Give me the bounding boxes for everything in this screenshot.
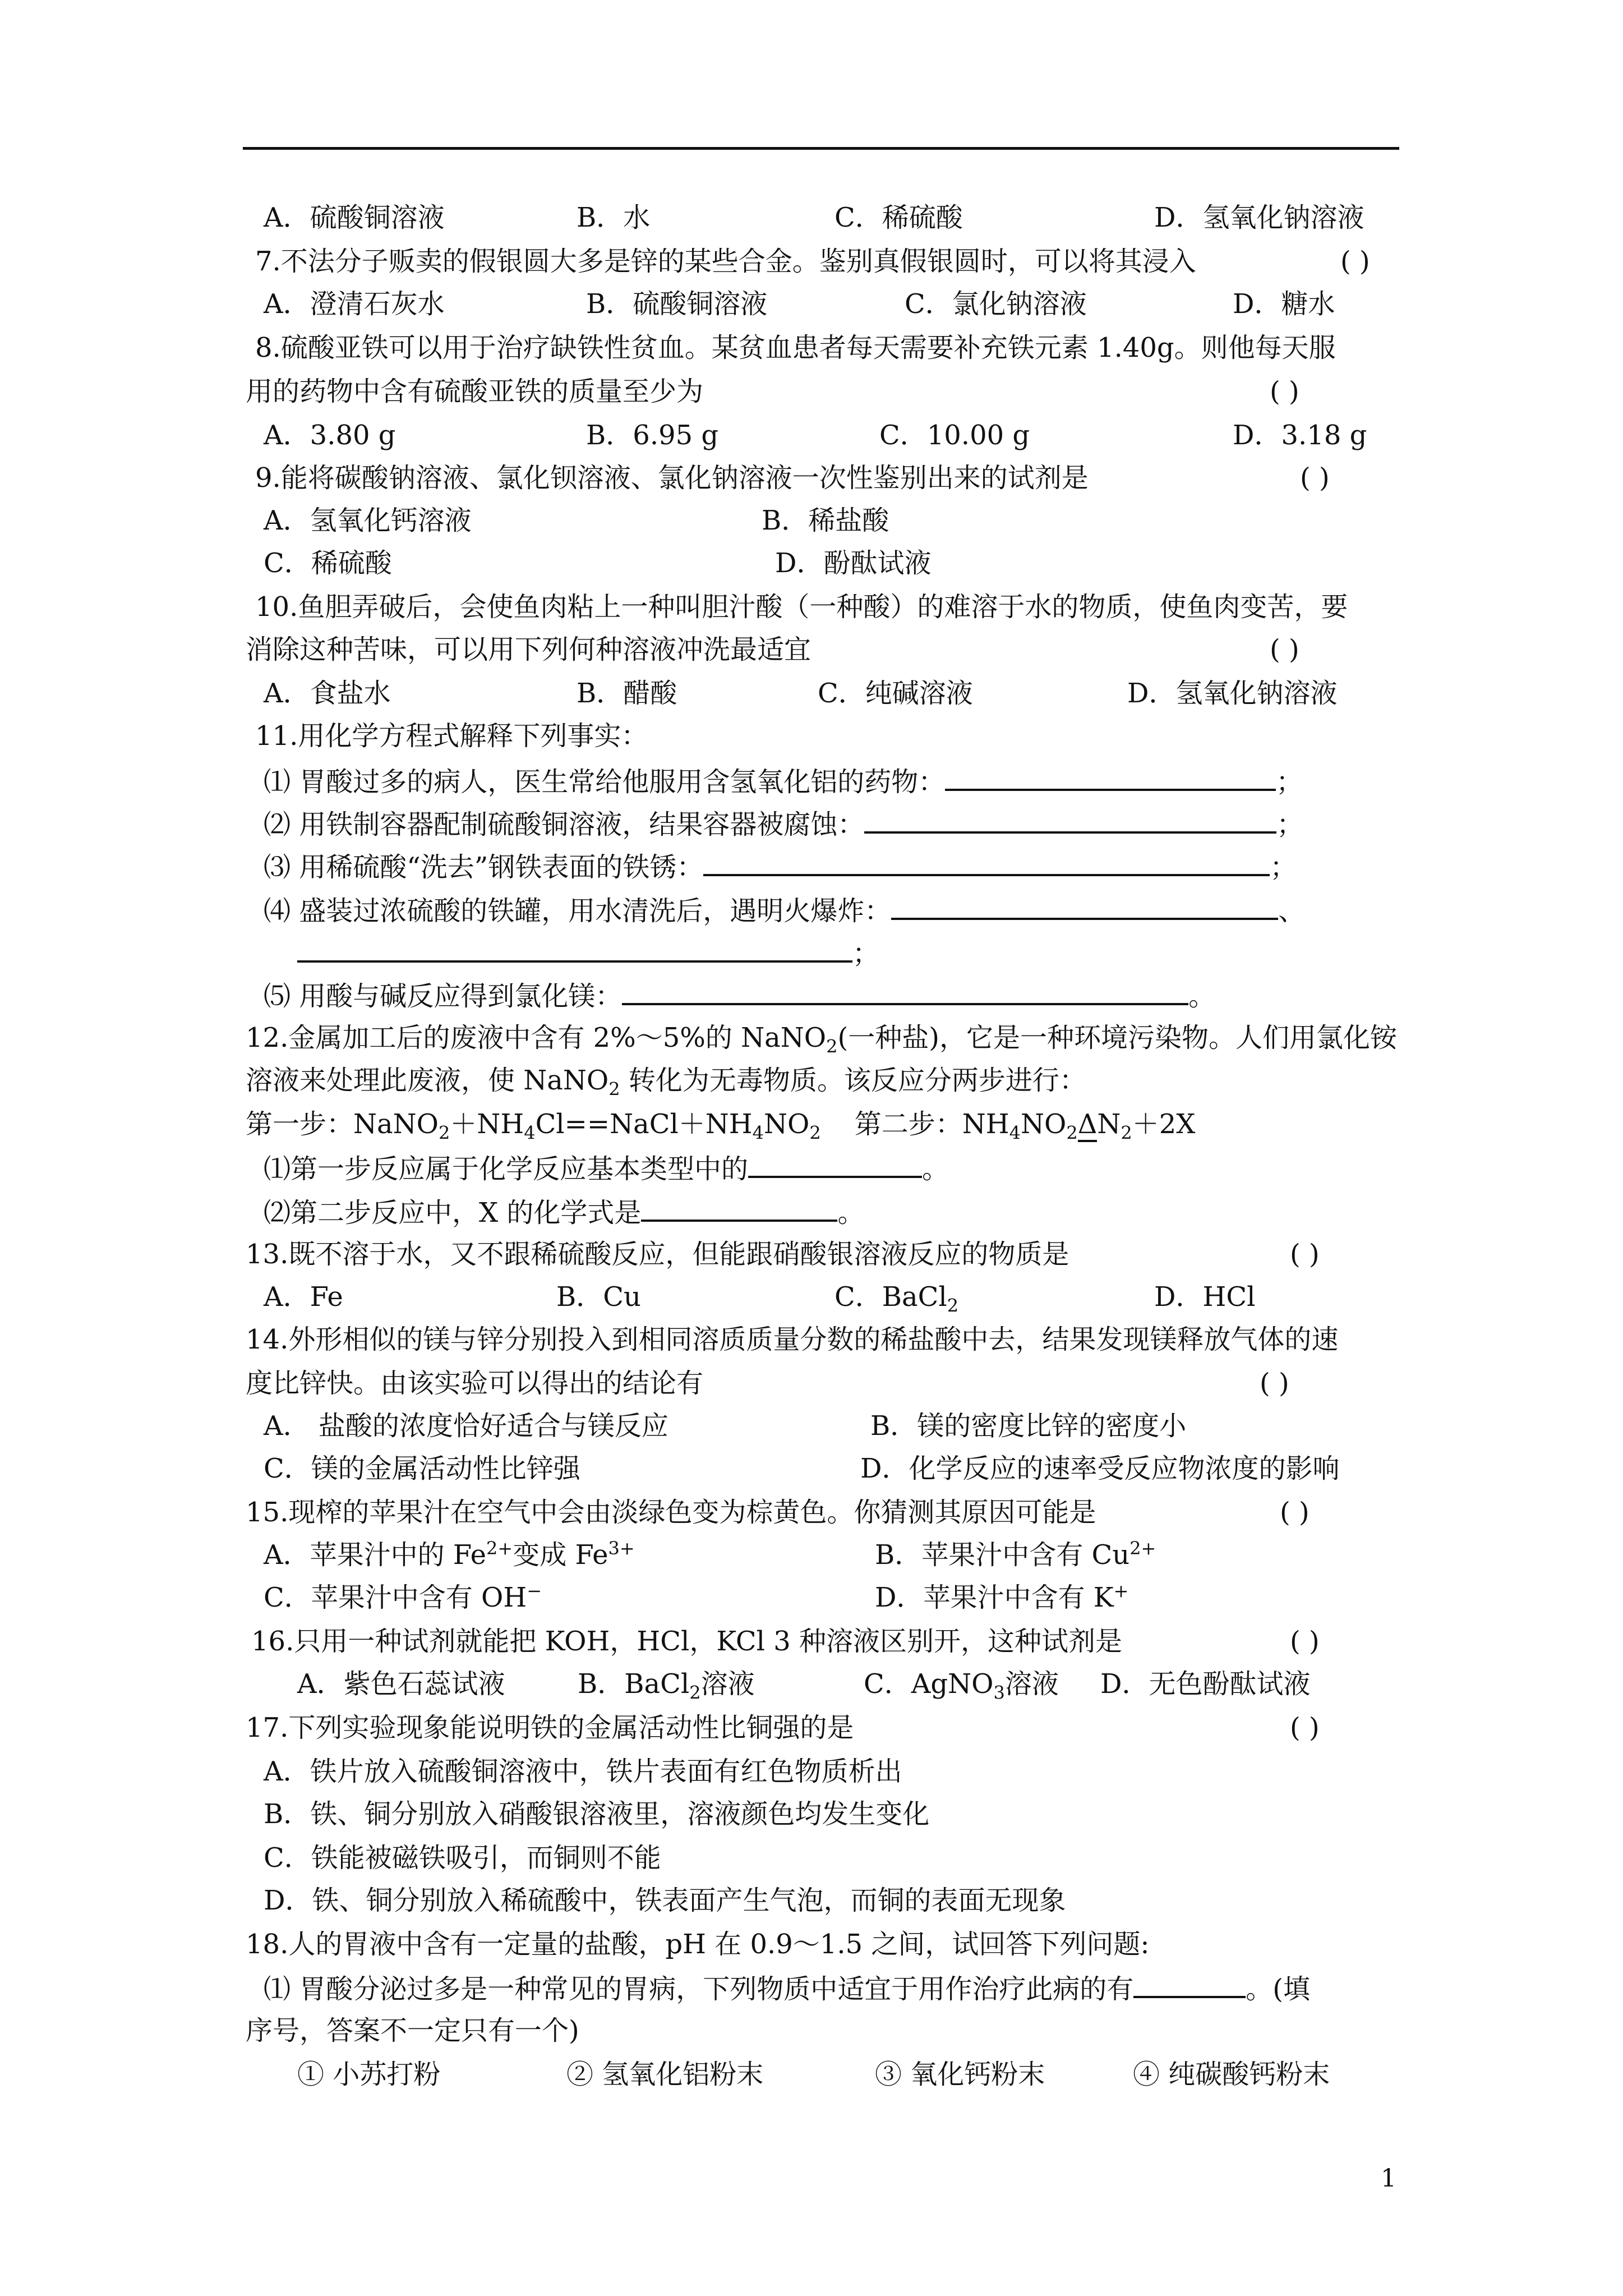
q9-option-c: C．稀硫酸 [264,547,392,579]
q12-equations [246,1107,1196,1144]
q11-item-2-semicolon: ； [1276,809,1304,840]
q12-step1-sub-4: 4 [524,1122,536,1144]
q7-answer-paren: ( ) [1340,246,1370,277]
q7-option-d: D．糖水 [1233,288,1335,320]
q10-stem-line1: 10.鱼胆弄破后，会使鱼肉粘上一种叫胆汁酸（一种酸）的难溶于水的物质，使鱼肉变苦，要 [255,591,1348,623]
q11-item-1 [264,763,1303,799]
q10-option-c: C．纯碱溶液 [818,678,973,709]
q8-option-b: B．6.95 g [586,420,719,451]
q15-option-c-sup: − [527,1580,542,1602]
q9-option-a: A．氢氧化钙溶液 [264,505,472,536]
q16-option-b-text: B．BaCl [578,1668,690,1700]
q9-option-d: D．酚酞试液 [775,547,932,579]
q11-item-4-text: ⑷ 盛装过浓硫酸的铁罐，用水清洗后，遇明火爆炸： [264,895,892,927]
q13-option-c-sub: 2 [947,1295,959,1317]
page-number: 1 [1381,2164,1396,2193]
q16-option-c-sub: 3 [993,1682,1005,1704]
q12-sub-2b: 2 [608,1078,620,1100]
q12-sub2-period: 。 [837,1197,865,1228]
q7-option-a: A．澄清石灰水 [264,288,445,320]
q9-options-row2 [264,546,1441,580]
q14-option-b: B．镁的密度比锌的密度小 [870,1410,1187,1442]
q15-option-c [264,1581,542,1614]
q16-option-d: D．无色酚酞试液 [1100,1668,1311,1700]
q14-stem-line1: 14.外形相似的镁与锌分别投入到相同溶质质量分数的稀盐酸中去，结果发现镁释放气体的速 [246,1324,1339,1355]
q9-answer-paren: ( ) [1300,462,1330,494]
q15-option-d-text: D．苹果汁中含有 K [875,1582,1114,1613]
q11-item-4-comma: 、 [1278,895,1306,927]
q12-step1-sub-2: 2 [438,1122,450,1144]
q17-option-b: B．铁、铜分别放入硝酸银溶液里，溶液颜色均发生变化 [264,1798,930,1830]
q11-item-4-semicolon: ； [852,938,880,969]
q15-option-d [875,1581,1128,1614]
q14-options-row2 [264,1452,1441,1485]
q11-item-3-semicolon: ； [1270,852,1297,883]
q16-option-b [578,1667,755,1704]
q8-option-d: D．3.18 g [1233,420,1367,451]
q15-option-b [875,1538,1156,1572]
q8-stem-line1: 8.硫酸亚铁可以用于治疗缺铁性贫血。某贫血患者每天需要补充铁元素 1.40g。则他每天服 [255,332,1336,364]
q13-answer-paren: ( ) [1290,1239,1320,1270]
q15-option-d-sup: + [1113,1580,1129,1602]
q17-stem: 17.下列实验现象能说明铁的金属活动性比铜强的是 [246,1712,854,1743]
q7-option-b: B．硫酸铜溶液 [586,288,768,320]
q16-option-c-tail: 溶液 [1004,1668,1059,1700]
q16-answer-paren: ( ) [1290,1626,1320,1657]
q11-item-3 [264,848,1297,884]
q12-sub1-text: ⑴第一步反应属于化学反应基本类型中的 [264,1153,749,1185]
q16-option-b-sub: 2 [689,1682,701,1704]
q12-sub-2a: 2 [826,1036,838,1057]
q15-options-row2 [264,1581,1441,1614]
q18-sub1-blank[interactable] [1133,1970,1246,1998]
q8-option-a: A．3.80 g [264,420,396,451]
q7-option-c: C．氯化钠溶液 [905,288,1087,320]
q12-stem-line1 [246,1021,1397,1055]
q18-choice-2: ② 氢氧化铝粉末 [566,2059,764,2090]
q12-step2-sub-4: 4 [1009,1122,1021,1144]
q13-option-a: A．Fe [264,1281,343,1313]
q12-sub2-blank[interactable] [641,1194,837,1222]
q15-option-a-text: A．苹果汁中的 Fe [264,1539,487,1571]
q15-stem: 15.现榨的苹果汁在空气中会由淡绿色变为棕黄色。你猜测其原因可能是 [246,1497,1096,1528]
q11-item-5-blank[interactable] [622,977,1188,1005]
q18-sub1 [264,1970,1310,2006]
q15-option-b-sup: 2+ [1129,1538,1156,1559]
q10-option-b: B．醋酸 [577,678,677,709]
q10-option-d: D．氢氧化钠溶液 [1127,678,1338,709]
q15-option-b-text: B．苹果汁中含有 Cu [875,1539,1130,1571]
q7-options [264,287,1441,321]
q16-options [297,1667,1419,1704]
q12-stem2-tail: 转化为无毒物质。该反应分两步进行： [620,1065,1086,1096]
q12-step1-end: NO [764,1108,810,1140]
q12-stem1-tail: (一种盐)，它是一种环境污染物。人们用氯化铵 [837,1022,1397,1053]
q12-step2-label: 第二步：NH [854,1108,1009,1140]
q17-answer-paren: ( ) [1290,1712,1320,1743]
q12-step2-n: N [1097,1108,1121,1140]
q14-option-d: D．化学反应的速率受反应物浓度的影响 [860,1453,1340,1484]
q11-item-4 [264,892,1305,928]
q8-stem-line2: 用的药物中含有硫酸亚铁的质量至少为 [246,376,704,407]
q6-option-a: A．硫酸铜溶液 [264,202,445,233]
q12-step2-sub-2b: 2 [1121,1122,1132,1144]
q12-sub1-period: 。 [922,1153,949,1185]
q11-item-4-blank-1[interactable] [891,892,1278,920]
q12-sub2 [264,1194,864,1230]
q15-option-a [264,1538,635,1572]
q13-option-d: D．HCl [1154,1281,1256,1313]
q16-option-c [864,1667,1059,1704]
q11-item-1-semicolon: ； [1276,766,1303,798]
q11-item-2 [264,806,1303,841]
header-rule [243,147,1399,150]
q6-option-c: C．稀硫酸 [834,202,963,233]
q16-option-b-tail: 溶液 [700,1668,755,1700]
q11-item-5 [264,977,1215,1013]
q13-stem: 13.既不溶于水，又不跟稀硫酸反应，但能跟硝酸银溶液反应的物质是 [246,1239,1069,1270]
q12-step2-mid: NO [1020,1108,1067,1140]
q12-stem-line2 [246,1064,1086,1100]
q11-item-3-text: ⑶ 用稀硫酸“洗去”钢铁表面的铁锈： [264,852,704,883]
q14-answer-paren: ( ) [1260,1368,1289,1399]
q10-stem-line2: 消除这种苦味，可以用下列何种溶液冲洗最适宜 [246,634,811,665]
q8-option-c: C．10.00 g [879,420,1030,451]
q18-sub1-cont: 序号，答案不一定只有一个) [246,2015,579,2046]
q10-option-a: A．食盐水 [264,678,391,709]
q10-answer-paren: ( ) [1270,634,1299,665]
q15-option-a-sup1: 2+ [486,1538,513,1559]
q12-step2-delta: Δ [1078,1108,1098,1142]
q11-item-4-blank-2[interactable] [297,935,852,963]
q16-stem: 16.只用一种试剂就能把 KOH，HCl，KCl 3 种溶液区别开，这种试剂是 [251,1626,1123,1657]
q17-option-c: C．铁能被磁铁吸引，而铜则不能 [264,1842,661,1874]
q11-stem: 11.用化学方程式解释下列事实： [255,720,648,752]
q6-option-d: D．氢氧化钠溶液 [1154,202,1364,233]
q17-option-d: D．铁、铜分别放入稀硫酸中，铁表面产生气泡，而铜的表面无现象 [264,1885,1066,1916]
q18-choice-4: ④ 纯碳酸钙粉末 [1133,2059,1330,2090]
q14-stem-line2: 度比锌快。由该实验可以得出的结论有 [246,1368,704,1399]
q13-option-b: B．Cu [556,1281,641,1313]
q14-option-a: A． 盐酸的浓度恰好适合与镁反应 [264,1410,668,1442]
q12-step1-label: 第一步：NaNO [246,1108,439,1140]
q8-options [264,418,1441,452]
q18-sub1-tail: 。(填 [1246,1973,1310,2005]
q11-item-1-text: ⑴ 胃酸过多的病人，医生常给他服用含氢氧化铝的药物： [264,766,946,798]
q11-item-1-blank[interactable] [945,763,1276,791]
q15-option-a-sup2: 3+ [608,1538,635,1559]
q14-option-c: C．镁的金属活动性比锌强 [264,1453,580,1484]
q10-options [264,677,1441,710]
q18-choice-1: ① 小苏打粉 [297,2059,441,2090]
q9-options-row1 [264,504,1441,537]
q6-options [264,201,1441,234]
q12-stem1-text: 12.金属加工后的废液中含有 2%～5%的 NaNO [246,1022,827,1053]
q16-option-c-text: C．AgNO [864,1668,994,1700]
q15-answer-paren: ( ) [1280,1497,1310,1528]
q15-option-c-text: C．苹果汁中含有 OH [264,1582,527,1613]
q11-item-5-period: 。 [1188,981,1216,1012]
q11-item-2-text: ⑵ 用铁制容器配制硫酸铜溶液，结果容器被腐蚀： [264,809,865,840]
q12-step1-sub-4b: 4 [752,1122,764,1144]
q12-step2-end: ＋2X [1132,1108,1196,1140]
q11-item-2-blank[interactable] [864,806,1276,834]
q18-choice-3: ③ 氧化钙粉末 [875,2059,1045,2090]
q7-stem: 7.不法分子贩卖的假银圆大多是锌的某些合金。鉴别真假银圆时，可以将其浸入 [255,246,1196,277]
q12-sub2-text: ⑵第二步反应中，X 的化学式是 [264,1197,642,1228]
q15-options-row1 [264,1538,1441,1572]
q12-stem2-text: 溶液来处理此废液，使 NaNO [246,1065,609,1096]
q12-sub1-blank[interactable] [748,1150,922,1178]
q11-item-3-blank[interactable] [703,848,1270,876]
q13-option-c [834,1280,959,1317]
q11-item-4-cont [297,935,879,970]
q15-option-a-mid: 变成 Fe [513,1539,608,1571]
q18-stem: 18.人的胃液中含有一定量的盐酸，pH 在 0.9～1.5 之间，试回答下列问题: [246,1929,1150,1960]
q9-option-b: B．稀盐酸 [762,505,889,536]
q17-option-a: A．铁片放入硫酸铜溶液中，铁片表面有红色物质析出 [264,1756,902,1787]
q12-step2-sub-2: 2 [1066,1122,1078,1144]
q13-option-c-text: C．BaCl [834,1281,947,1313]
q12-step1-sub-2b: 2 [809,1122,821,1144]
q6-option-b: B．水 [577,202,651,233]
q12-step1-mid: ＋NH [450,1108,524,1140]
q11-item-5-text: ⑸ 用酸与碱反应得到氯化镁： [264,981,623,1012]
q16-option-a: A．紫色石蕊试液 [297,1668,505,1700]
q9-stem: 9.能将碳酸钠溶液、氯化钡溶液、氯化钠溶液一次性鉴别出来的试剂是 [255,462,1089,494]
q18-choices [297,2058,1419,2091]
q12-sub1 [264,1150,949,1186]
q8-answer-paren: ( ) [1270,376,1299,407]
q18-sub1-text: ⑴ 胃酸分泌过多是一种常见的胃病，下列物质中适宜于用作治疗此病的有 [264,1973,1134,2005]
q14-options-row1 [264,1409,1441,1443]
q12-step1-mid2: Cl==NaCl＋NH [535,1108,753,1140]
q13-options [264,1280,1441,1317]
